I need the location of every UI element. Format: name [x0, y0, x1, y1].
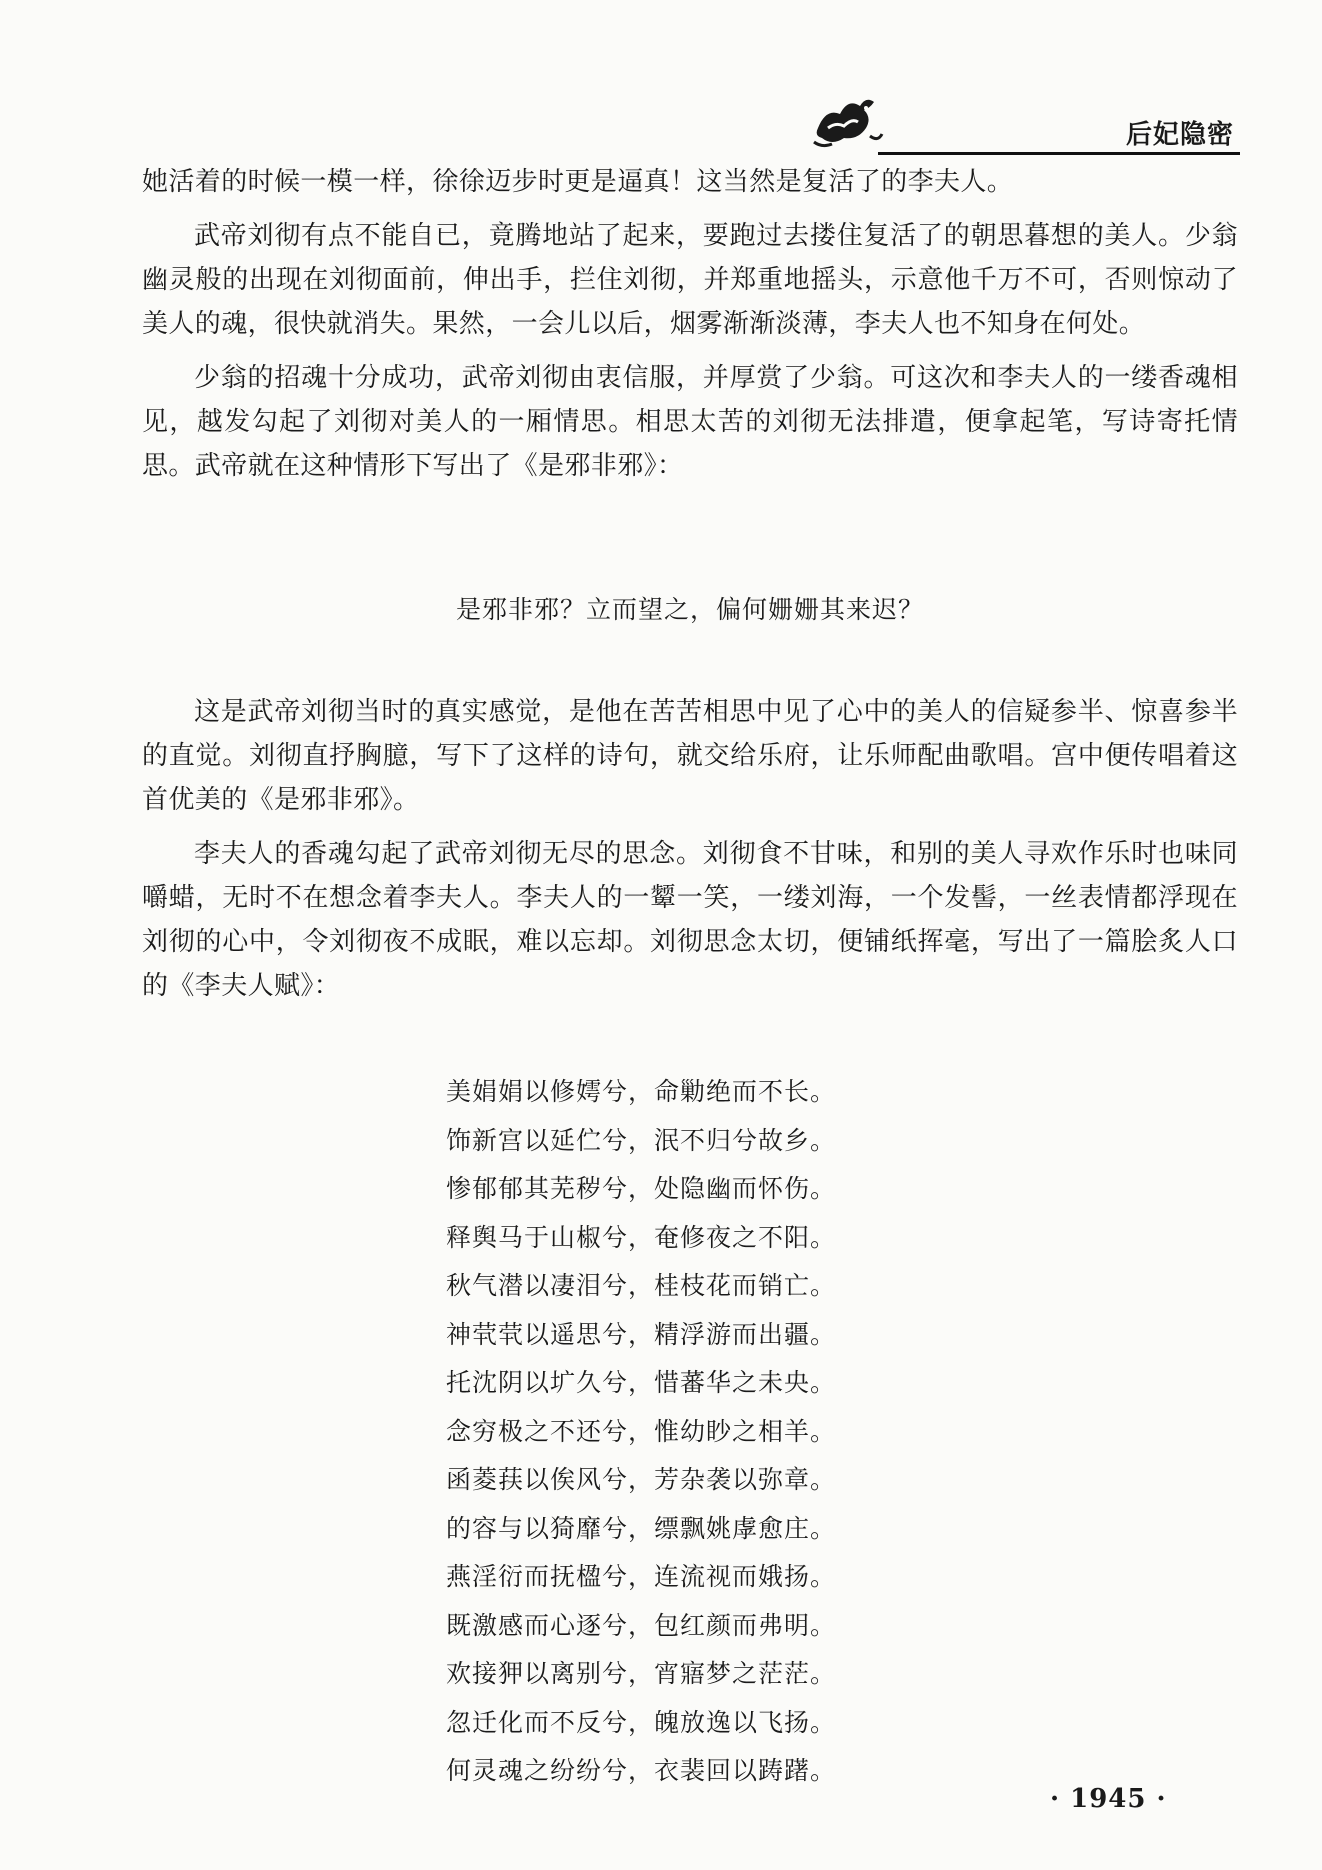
running-header [808, 88, 1240, 154]
fu-line: 释舆马于山椒兮，奄修夜之不阳。 [446, 1222, 837, 1252]
fu-line: 何灵魂之纷纷兮，衣裴回以踌躇。 [446, 1756, 837, 1785]
body-text-middle [142, 690, 1238, 1018]
fu-line: 神茕茕以遥思兮，精浮游而出疆。 [446, 1319, 837, 1349]
paragraph: 她活着的时候一模一样，徐徐迈步时更是逼真！这当然是复活了的李夫人。 [142, 167, 1014, 197]
header-rule [878, 152, 1240, 155]
fu-line: 的容与以猗靡兮，缥飘姚虖愈庄。 [446, 1513, 837, 1543]
fu-line: 函菱荴以俟风兮，芳杂袭以弥章。 [446, 1465, 837, 1494]
poem-quote: 是邪非邪？立而望之，偏何姗姗其来迟？ [455, 595, 924, 624]
fu-line: 忽迁化而不反兮，魄放逸以飞扬。 [446, 1707, 837, 1737]
fu-line: 欢接狎以离别兮，宵寤梦之茫茫。 [446, 1659, 837, 1688]
fu-poem [446, 1068, 946, 1796]
paragraph: 少翁的招魂十分成功，武帝刘彻由衷信服，并厚赏了少翁。可这次和李夫人的一缕香魂相见，越发勾起了刘彻对美人的一厢情思。相思太苦的刘彻无法排遣，便拿起笔，写诗寄托情思。武帝就在这种情形下写出了《是邪非邪》： [142, 363, 1238, 481]
fu-line: 既激感而心逐兮，包红颜而弗明。 [446, 1610, 837, 1640]
fu-line: 秋气潜以凄泪兮，桂枝花而销亡。 [446, 1271, 837, 1300]
fu-line: 惨郁郁其芜秽兮，处隐幽而怀伤。 [446, 1174, 837, 1203]
fu-line: 美娟娟以修嫮兮，命勦绝而不长。 [446, 1077, 837, 1106]
body-text-top [142, 160, 1238, 498]
dragon-icon [808, 88, 888, 154]
header-title: 后妃隐密 [1125, 120, 1234, 150]
page-number: · 1945 · [1050, 1784, 1167, 1814]
fu-line: 饰新宫以延伫兮，泯不归兮故乡。 [446, 1125, 837, 1155]
paragraph: 这是武帝刘彻当时的真实感觉，是他在苦苦相思中见了心中的美人的信疑参半、惊喜参半的直觉。刘彻直抒胸臆，写下了这样的诗句，就交给乐府，让乐师配曲歌唱。宫中便传唱着这首优美的《是邪非邪》。 [142, 697, 1238, 815]
fu-line: 托沈阴以圹久兮，惜蕃华之未央。 [446, 1368, 837, 1397]
paragraph: 李夫人的香魂勾起了武帝刘彻无尽的思念。刘彻食不甘味，和别的美人寻欢作乐时也味同嚼蜡，无时不在想念着李夫人。李夫人的一颦一笑，一缕刘海，一个发髻，一丝表情都浮现在刘彻的心中，令刘彻夜不成眠，难以忘却。刘彻思念太切，便铺纸挥毫，写出了一篇脍炙人口的《李夫人赋》： [142, 839, 1238, 1001]
paragraph: 武帝刘彻有点不能自已，竟腾地站了起来，要跑过去搂住复活了的朝思暮想的美人。少翁幽灵般的出现在刘彻面前，伸出手，拦住刘彻，并郑重地摇头，示意他千万不可，否则惊动了美人的魂，很快就消失。果然，一会儿以后，烟雾渐渐淡薄，李夫人也不知身在何处。 [142, 221, 1238, 339]
fu-line: 念穷极之不还兮，惟幼眇之相羊。 [446, 1416, 837, 1446]
fu-line: 燕淫衍而抚楹兮，连流视而娥扬。 [446, 1562, 837, 1591]
